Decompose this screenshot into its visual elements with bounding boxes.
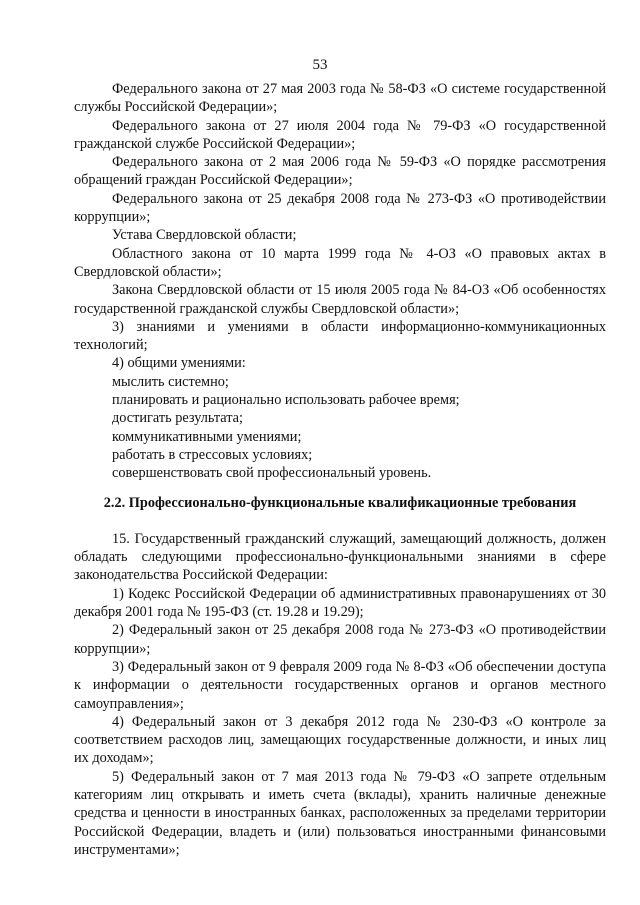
list-item: коммуникативными умениями; bbox=[112, 428, 302, 445]
list-item: 3) Федеральный закон от 9 февраля 2009 года № 8-ФЗ «Об обеспечении доступа к информации о деятельности государственных органов и органов местного самоуправления»; bbox=[74, 658, 606, 712]
list-item: 1) Кодекс Российской Федерации об административных правонарушениях от 30 декабря 2001 года № 195-ФЗ (ст. 19.28 и 19.29); bbox=[74, 585, 606, 621]
list-item: планировать и рационально использовать рабочее время; bbox=[112, 392, 460, 409]
list-item: 4) общими умениями: bbox=[112, 355, 246, 372]
list-item: 4) Федеральный закон от 3 декабря 2012 года № 230-ФЗ «О контроле за соответствием расходов лиц, замещающих государственные должности, и иных лиц их доходам»; bbox=[74, 713, 606, 767]
paragraph: Областного закона от 10 марта 1999 года № 4-ОЗ «О правовых актах в Свердловской области»; bbox=[74, 245, 606, 280]
paragraph: 15. Государственный гражданский служащий, замещающий должность, должен обладать следующими профессионально-функциональными знаниями в сфере законодательства Российской Федерации: bbox=[74, 530, 606, 584]
list-item: достигать результата; bbox=[112, 410, 243, 427]
document-body bbox=[74, 80, 606, 859]
list-item: работать в стрессовых условиях; bbox=[112, 446, 313, 463]
paragraph: Устава Свердловской области; bbox=[112, 227, 297, 244]
paragraph: Закона Свердловской области от 15 июля 2005 года № 84-ОЗ «Об особенностях государственной гражданской службы Свердловской области»; bbox=[74, 282, 606, 317]
paragraph: Федерального закона от 27 июля 2004 года № 79-ФЗ «О государственной гражданской службе Российской Федерации»; bbox=[74, 117, 606, 152]
paragraph: Федерального закона от 27 мая 2003 года № 58-ФЗ «О системе государственной службы Российской Федерации»; bbox=[74, 81, 606, 116]
paragraph: Федерального закона от 25 декабря 2008 года № 273-ФЗ «О противодействии коррупции»; bbox=[74, 190, 606, 226]
list-item: совершенствовать свой профессиональный уровень. bbox=[112, 465, 432, 482]
page-number: 53 bbox=[312, 57, 328, 73]
list-item: 5) Федеральный закон от 7 мая 2013 года № 79-ФЗ «О запрете отдельным категориям лиц открывать и иметь счета (вклады), хранить наличные денежные средства и ценности в иностранных банках, расположенных за пределами территории Российской Федерации, владеть и (или) пользоваться иностранными финансовыми инструментами»; bbox=[74, 768, 606, 858]
section-heading: 2.2. Профессионально-функциональные квалификационные требования bbox=[103, 494, 577, 511]
list-item: мыслить системно; bbox=[112, 373, 229, 390]
paragraph: Федерального закона от 2 мая 2006 года № 59-ФЗ «О порядке рассмотрения обращений граждан Российской Федерации»; bbox=[74, 154, 606, 189]
paragraph: 3) знаниями и умениями в области информационно-коммуникационных технологий; bbox=[74, 318, 606, 354]
list-item: 2) Федеральный закон от 25 декабря 2008 года № 273-ФЗ «О противодействии коррупции»; bbox=[74, 622, 606, 657]
